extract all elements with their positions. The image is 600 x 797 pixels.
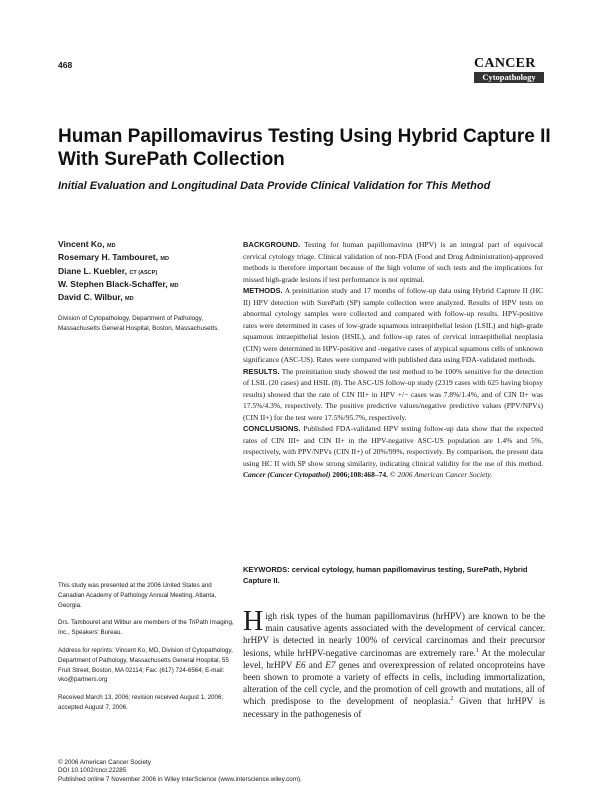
abstract-results: RESULTS. The preinitiation study showed the test method to be 100% sensitive for the detection of LSIL (20 cases) and HSIL (8). The ASC-US follow-up study (2319 cases with 625 having biopsy results) showed that the rate of CIN III+ in HPV +/− cases was 7.8%/1.4%, and of CIN II+ was 17.5%/4.3%, respectively. The positive predictive values/negative predictive values (PPV/NPVs) (CIN II+) for the test were 17.5%/95.7%, respectively. [243,366,543,422]
article-subtitle: Initial Evaluation and Longitudinal Data Provide Clinical Validation for This Method [58,180,491,192]
footnotes [58,581,236,721]
abstract [243,239,543,481]
disclosure-note: Drs. Tambouret and Wilbur are members of the TriPath Imaging, Inc., Speakers' Bureau. [58,619,234,637]
page-footer [58,759,538,784]
author-list [58,239,233,305]
affiliation: Division of Cytopathology, Department of Pathology, Massachusetts General Hospital, Boston, Massachusetts. [58,315,219,332]
journal-name: CANCER [474,56,536,71]
journal-section: Cytopathology [474,72,544,83]
copyright-line: © 2006 American Cancer Society [58,759,151,766]
abstract-background: BACKGROUND. Testing for human papillomavirus (HPV) is an integral part of equivocal cervical cytology triage. Clinical validation of non-FDA (Food and Drug Administration)-approved methods is therefore important because of the high volume of such tests and the implications for missed high-grade lesions if test performance is not optimal. [243,240,543,284]
author: Diane L. Kuebler, CT (ASCP) [58,265,158,276]
keywords: KEYWORDS: cervical cytology, human papillomavirus testing, SurePath, Hybrid Capture II. [243,565,528,585]
reprint-address: Address for reprints: Vincent Ko, MD, Division of Cytopathology, Department of Pathology, Massachusetts General Hospital, 55 Fruit Street, Boston, MA 02114; Fax: (617) 724-6564; E-mail: vko@partners.org [58,646,233,684]
abstract-methods: METHODS. A preinitiation study and 17 months of follow-up data using Hybrid Capture II (HC II) HPV detection with SurePath (SP) sample collection were analyzed. Results of HPV tests on abnormal cytology samples were collected and compared with follow-up results. HPV-positive rates were determined in cases of low-grade squamous intraepithelial lesion (LSIL) and high-grade squamous intraepithelial lesion (HSIL), and follow-up rates of cervical intraepithelial neoplasia (CIN) were determined in HPV-positive and -negative cases of atypical squamous cells of unknown significance (ASC-US). Rates were compared with published data using FDA-validated methods. [243,286,543,364]
doi-line: DOI 10.1002/cncr.22285 [58,767,127,775]
journal-logo [474,57,544,83]
received-dates: Received March 13, 2006; revision received August 1, 2006; accepted August 7, 2006. [58,694,224,711]
article-title: Human Papillomavirus Testing Using Hybrid Capture II With SurePath Collection [58,126,551,170]
author: W. Stephen Black-Schaffer, MD [58,278,179,289]
presentation-note: This study was presented at the 2006 United States and Canadian Academy of Pathology Annual Meeting, Atlanta, Georgia. [58,582,217,609]
drop-cap: H [243,606,264,637]
author: Rosemary H. Tambouret, MD [58,252,169,263]
author: David C. Wilbur, MD [58,292,134,303]
page-number: 468 [58,60,73,70]
publication-line: Published online 7 November 2006 in Wiley InterScience (www.interscience.wiley.com). [58,775,302,783]
body-text: High risk types of the human papillomavirus (hrHPV) are known to be the main causative agents associated with the development of cervical cancer. hrHPV is detected in nearly 100% of cervical carcinomas and their precursor lesions, while hrHPV-negative carcinomas are extremely rare.$^1$ At the molecular level, hrHPV E6 and E7 genes and overexpression of related oncoproteins have been shown to promote a variety of effects in cells, including immortalization, alteration of the cell cycle, and the promotion of cell growth and mutations, all of which predispose to the development of neoplasia.$^2$ Given that hrHPV is necessary in the pathogenesis of [243,606,546,719]
abstract-conclusions: CONCLUSIONS. Published FDA-validated HPV testing follow-up data show that the expected rates of CIN III+ and CIN II+ in the HPV-negative ASC-US population are 1.4% and 5%, respectively, with PPV/NPVs (CIN II+) of 20%/99%, respectively. By comparison, the present data using HC II with SP show strong similarity, indicating clinical validity for the use of this method. Cancer (Cancer Cytopathol) 2006;108:468–74. © 2006 American Cancer Society. [243,424,544,479]
author: Vincent Ko, MD [58,239,116,249]
